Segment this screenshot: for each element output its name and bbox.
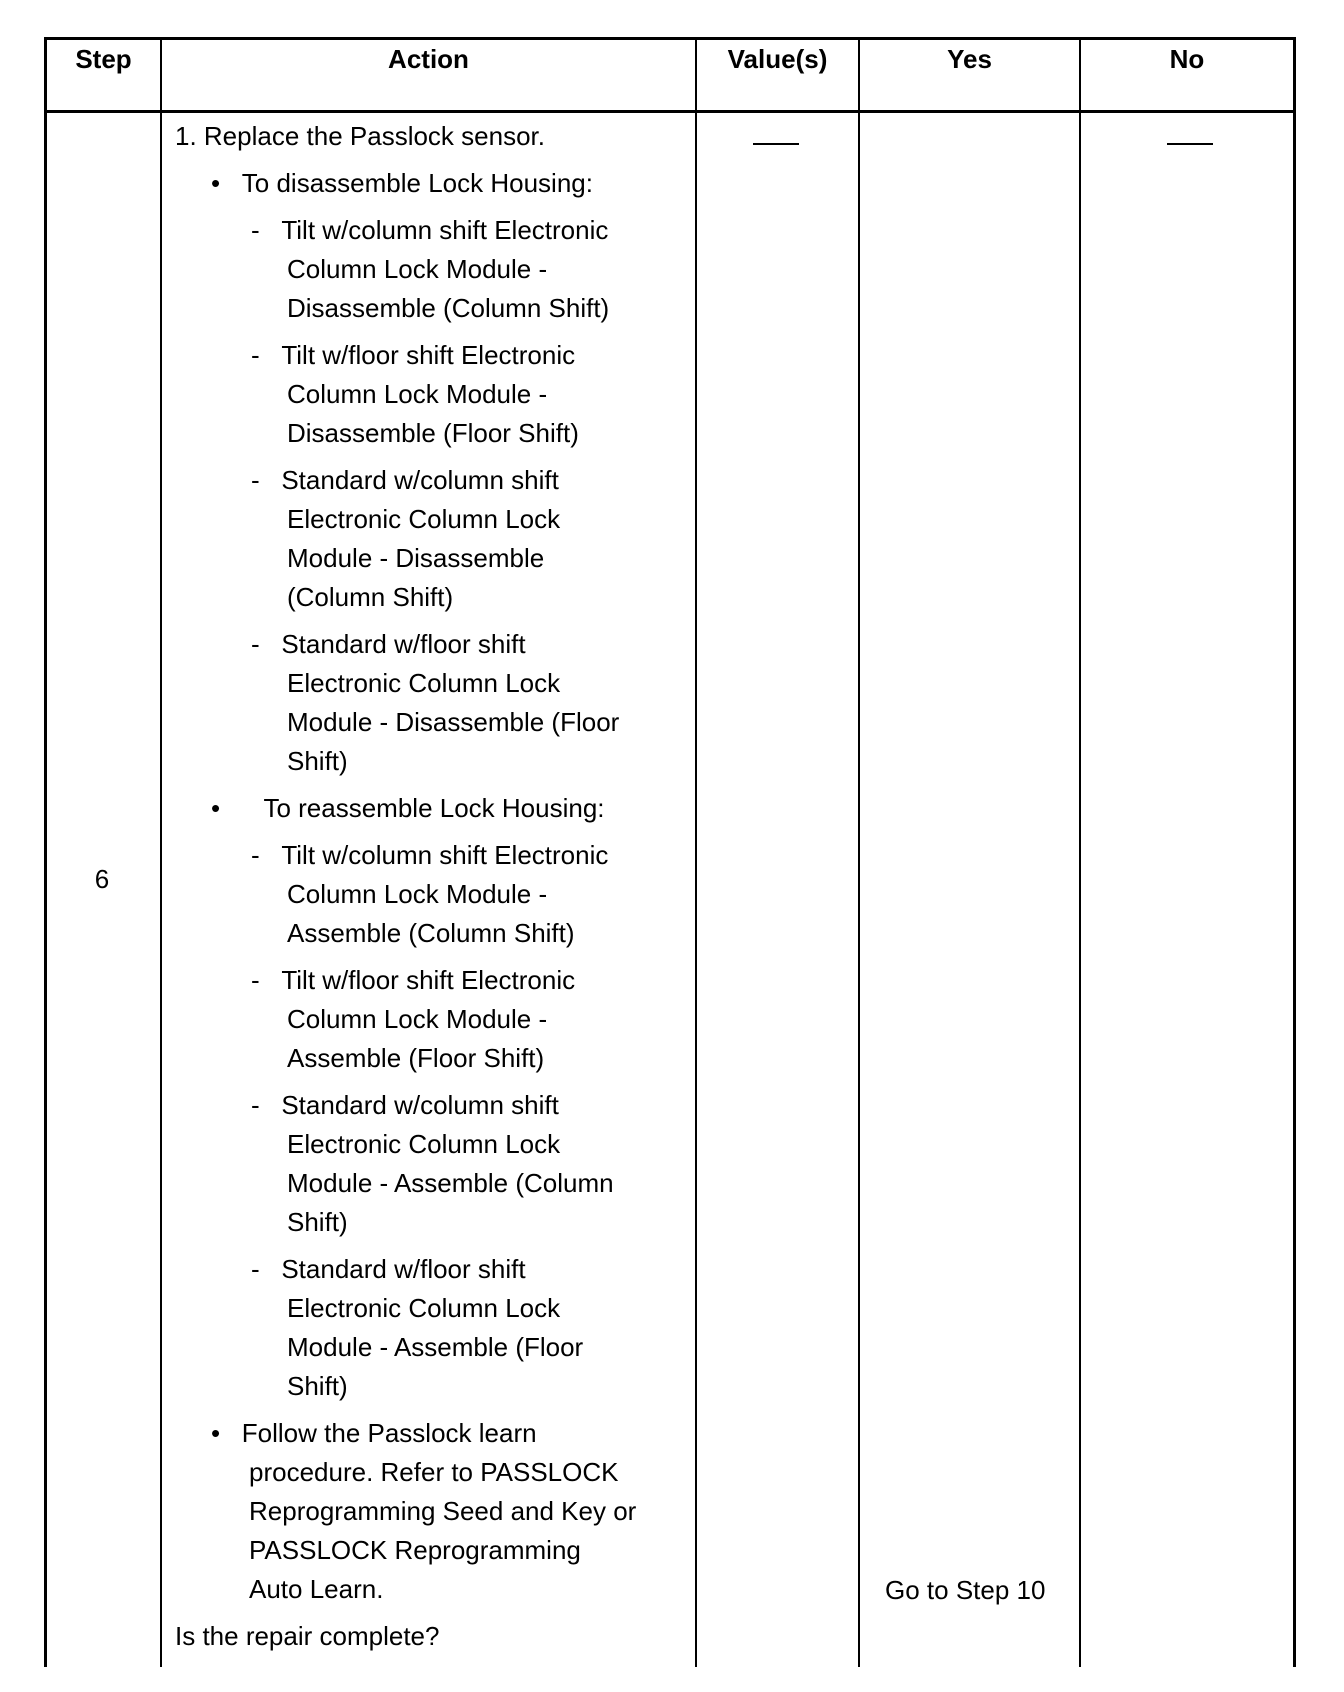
action-line: Disassemble (Floor Shift) [287,418,579,448]
action-line: Electronic Column Lock [287,668,561,698]
action-text [175,117,695,1656]
action-line: Electronic Column Lock [287,1293,561,1323]
sub-item [251,336,771,375]
hyphen-glyph: - [251,215,260,245]
action-line: procedure. Refer to PASSLOCK [249,1457,619,1487]
header-divider [47,110,1293,113]
header-yes: Yes [947,44,992,74]
action-line: Tilt w/floor shift Electronic [281,965,576,995]
header-step: Step [75,44,132,74]
no-dash [1167,143,1213,145]
action-line: Tilt w/floor shift Electronic [281,340,576,370]
sub-item [251,461,771,500]
action-line: Column Lock Module - [287,879,548,909]
action-line: Standard w/column shift [281,1090,559,1120]
action-line: Column Lock Module - [287,1004,548,1034]
header-action: Action [388,44,469,74]
action-line: Shift) [287,1371,348,1401]
action-line: To disassemble Lock Housing: [241,168,593,198]
action-line: Module - Assemble (Floor [287,1332,584,1362]
action-line: Assemble (Floor Shift) [287,1043,545,1073]
action-line: Assemble (Column Shift) [287,918,575,948]
action-line: Column Lock Module - [287,254,548,284]
action-line: Module - Assemble (Column [287,1168,614,1198]
header-no: No [1169,44,1205,74]
hyphen-glyph: - [251,340,260,370]
sub-item [251,836,771,875]
action-line: Column Lock Module - [287,379,548,409]
diagnostic-table [44,37,1296,1667]
action-line: Tilt w/column shift Electronic [281,215,609,245]
sub-item [251,1086,771,1125]
bullet-glyph: • [211,1418,221,1448]
sub-item [251,961,771,1000]
hyphen-glyph: - [251,1254,260,1284]
bullet-item [211,789,731,828]
hyphen-glyph: - [251,629,260,659]
column-divider [160,40,162,1667]
sub-item [251,211,771,250]
action-line: (Column Shift) [287,582,454,612]
bullet-item [211,1414,731,1453]
hyphen-glyph: - [251,465,260,495]
bullet-glyph: • [211,168,221,198]
action-line: Standard w/column shift [281,465,559,495]
action-line: Shift) [287,1207,348,1237]
question-line: Is the repair complete? [175,1621,440,1651]
sub-item [251,1250,771,1289]
sub-item [251,625,771,664]
yes-result: Go to Step 10 [885,1575,1046,1605]
action-line: Standard w/floor shift [281,629,526,659]
action-line: Follow the Passlock learn [241,1418,537,1448]
action-line: Tilt w/column shift Electronic [281,840,609,870]
action-line: Auto Learn. [249,1574,384,1604]
bullet-glyph: • [211,793,221,823]
action-line: Module - Disassemble (Floor [287,707,620,737]
action-line: Shift) [287,746,348,776]
action-line: To reassemble Lock Housing: [263,793,605,823]
hyphen-glyph: - [251,965,260,995]
action-line: Module - Disassemble [287,543,545,573]
header-values: Value(s) [727,44,828,74]
action-line: Reprogramming Seed and Key or [249,1496,637,1526]
action-line: PASSLOCK Reprogramming [249,1535,581,1565]
action-line: Electronic Column Lock [287,504,561,534]
column-divider [858,40,860,1667]
action-line: 1. Replace the Passlock sensor. [175,121,545,151]
column-divider [1079,40,1081,1667]
bullet-item [211,164,731,203]
action-line: Standard w/floor shift [281,1254,526,1284]
action-line: Electronic Column Lock [287,1129,561,1159]
step-number: 6 [94,864,110,894]
hyphen-glyph: - [251,840,260,870]
hyphen-glyph: - [251,1090,260,1120]
values-dash [753,143,799,145]
action-line: Disassemble (Column Shift) [287,293,610,323]
